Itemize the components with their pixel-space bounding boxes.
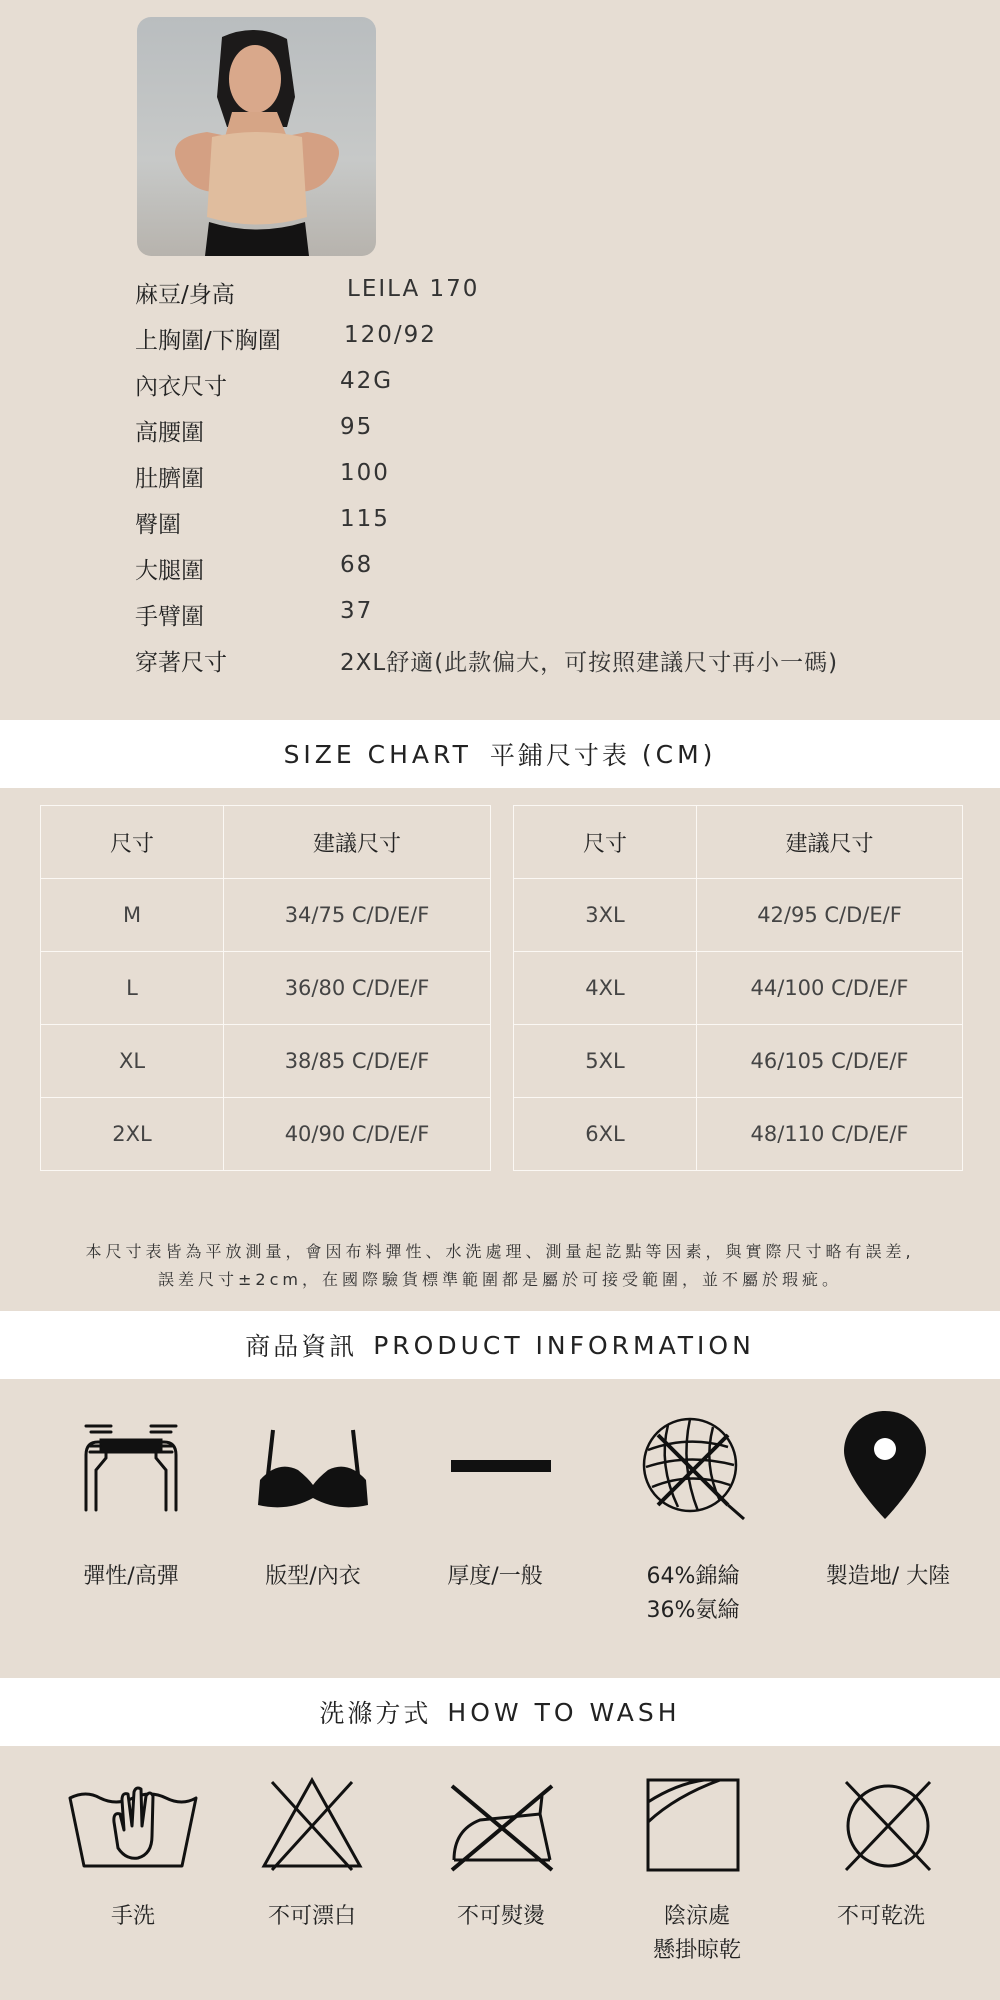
material-label: 64%錦綸 36%氨綸 xyxy=(646,1564,740,1623)
origin-label: 製造地/ 大陸 xyxy=(825,1564,951,1589)
size-disclaimer: 本尺寸表皆為平放測量，會因布料彈性、水洗處理、測量起訖點等因素，與實際尺寸略有誤差, 誤差尺寸±2cm，在國際驗貨標準範圍都是屬於可接受範圍，並不屬於瑕疵。 xyxy=(85,1242,915,1289)
table-row: 4XL 44/100 C/D/E/F xyxy=(514,952,963,1025)
size-chart-header: SIZE CHART 平鋪尺寸表 (CM) xyxy=(0,720,1000,788)
table-row: 6XL 48/110 C/D/E/F xyxy=(514,1098,963,1171)
table-row: XL 38/85 C/D/E/F xyxy=(41,1025,491,1098)
table-row: 2XL 40/90 C/D/E/F xyxy=(41,1098,491,1171)
model-figure xyxy=(137,17,376,256)
bra-icon xyxy=(248,1410,378,1520)
location-pin-icon xyxy=(820,1405,950,1525)
shade-dry-icon xyxy=(636,1770,752,1880)
hand-wash-icon xyxy=(66,1770,200,1880)
no-bleach-icon xyxy=(252,1770,372,1880)
table-row: M 34/75 C/D/E/F xyxy=(41,879,491,952)
table-row: 5XL 46/105 C/D/E/F xyxy=(514,1025,963,1098)
how-to-wash-header: 洗滌方式 HOW TO WASH xyxy=(0,1678,1000,1746)
no-dry-clean-icon xyxy=(828,1770,948,1880)
header-size: 尺寸 xyxy=(514,806,697,879)
no-dry-clean-label: 不可乾洗 xyxy=(836,1904,925,1929)
no-bleach-label: 不可漂白 xyxy=(267,1904,356,1929)
product-info-header: 商品資訊 PRODUCT INFORMATION xyxy=(0,1311,1000,1379)
table-row: 3XL 42/95 C/D/E/F xyxy=(514,879,963,952)
no-iron-icon xyxy=(440,1770,564,1880)
elasticity-label: 彈性/高彈 xyxy=(83,1564,179,1589)
header-size: 尺寸 xyxy=(41,806,224,879)
hand-wash-label: 手洗 xyxy=(110,1904,155,1929)
table-header-row xyxy=(514,806,963,879)
thickness-icon xyxy=(435,1410,565,1520)
shade-dry-label: 陰涼處 懸掛晾乾 xyxy=(652,1904,741,1963)
fit-label: 版型/內衣 xyxy=(265,1564,361,1589)
thickness-label: 厚度/一般 xyxy=(447,1564,543,1589)
header-recommended: 建議尺寸 xyxy=(224,806,491,879)
table-header-row xyxy=(41,806,491,879)
header-recommended: 建議尺寸 xyxy=(697,806,963,879)
stretch-icon xyxy=(66,1410,196,1520)
size-table-left xyxy=(40,805,491,1171)
no-iron-label: 不可熨燙 xyxy=(456,1904,545,1929)
model-photo xyxy=(137,17,376,256)
yarn-icon xyxy=(628,1405,758,1525)
table-row: L 36/80 C/D/E/F xyxy=(41,952,491,1025)
size-table-right xyxy=(513,805,963,1171)
